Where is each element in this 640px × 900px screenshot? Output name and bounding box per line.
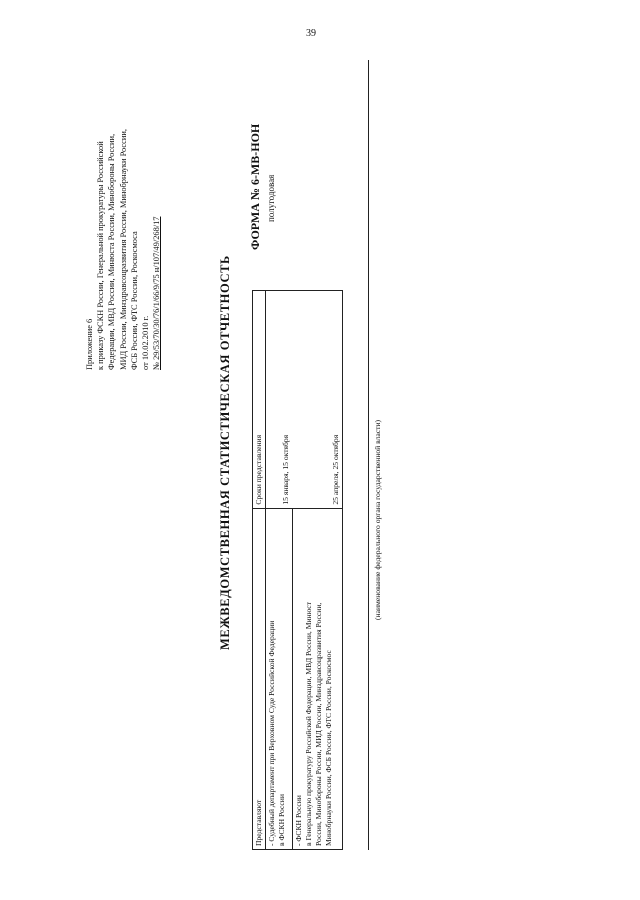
annex-number: № 29/53/70/30/76/1/66/9/75 н/107/49/268/17 <box>152 216 162 370</box>
header-deadlines: Сроки представления <box>253 291 266 509</box>
annex-block <box>84 60 162 370</box>
agency-name-line <box>368 60 369 850</box>
annex-line: к приказу ФСКН России, Генеральной прокуратуры Российской <box>96 141 106 370</box>
submitter-cell <box>292 508 342 849</box>
submitter-line: в ФСКН России <box>277 794 286 846</box>
submission-table <box>252 290 343 850</box>
agency-caption: (наименование федерального органа государственной власти) <box>373 419 382 620</box>
annex-line: Приложение 6 <box>85 318 94 370</box>
submitter-line: Минобрнауки России, ФСБ России, ФТС России, Роскосмос <box>323 650 333 846</box>
submitter-cell <box>266 508 293 849</box>
submitter-line: России, Минобороны России, МИД России, Минздравсоцразвития России, <box>313 602 323 846</box>
deadline-text: 15 января, 15 октября <box>281 434 290 505</box>
form-title: ФОРМА № 6-МВ-НОН <box>248 123 262 250</box>
deadline-cell <box>266 291 343 509</box>
annex-date: от 10.02.2010 г. <box>141 315 151 370</box>
report-title: МЕЖВЕДОМСТВЕННАЯ СТАТИСТИЧЕСКАЯ ОТЧЕТНОСТЬ <box>218 255 232 650</box>
page-number: 39 <box>306 28 316 39</box>
table-row <box>266 291 293 850</box>
form-subtitle: полугодовая <box>266 174 276 222</box>
rotated-document-body <box>80 60 410 850</box>
annex-line: МИД России, Минздравсоцразвития России, Минобрнауки России, <box>118 129 128 370</box>
annex-line: ФСБ России, ФТС России, Роскосмоса <box>129 231 139 370</box>
submitter-line: - Судебный департамент при Верховном Суде Российской Федерации <box>267 620 276 846</box>
table-header-row <box>253 291 266 850</box>
deadline-text: 25 апреля, 25 октября <box>331 434 340 505</box>
submitter-line: - ФСКН России <box>293 795 303 846</box>
header-submitters: Представляют <box>253 508 266 849</box>
annex-line: Федерации, МВД России, Минюста России, Минобороны России, <box>107 133 117 370</box>
submitter-line: в Генеральную прокуратуру Российской Федерации, МВД России, Минюст <box>303 602 313 846</box>
